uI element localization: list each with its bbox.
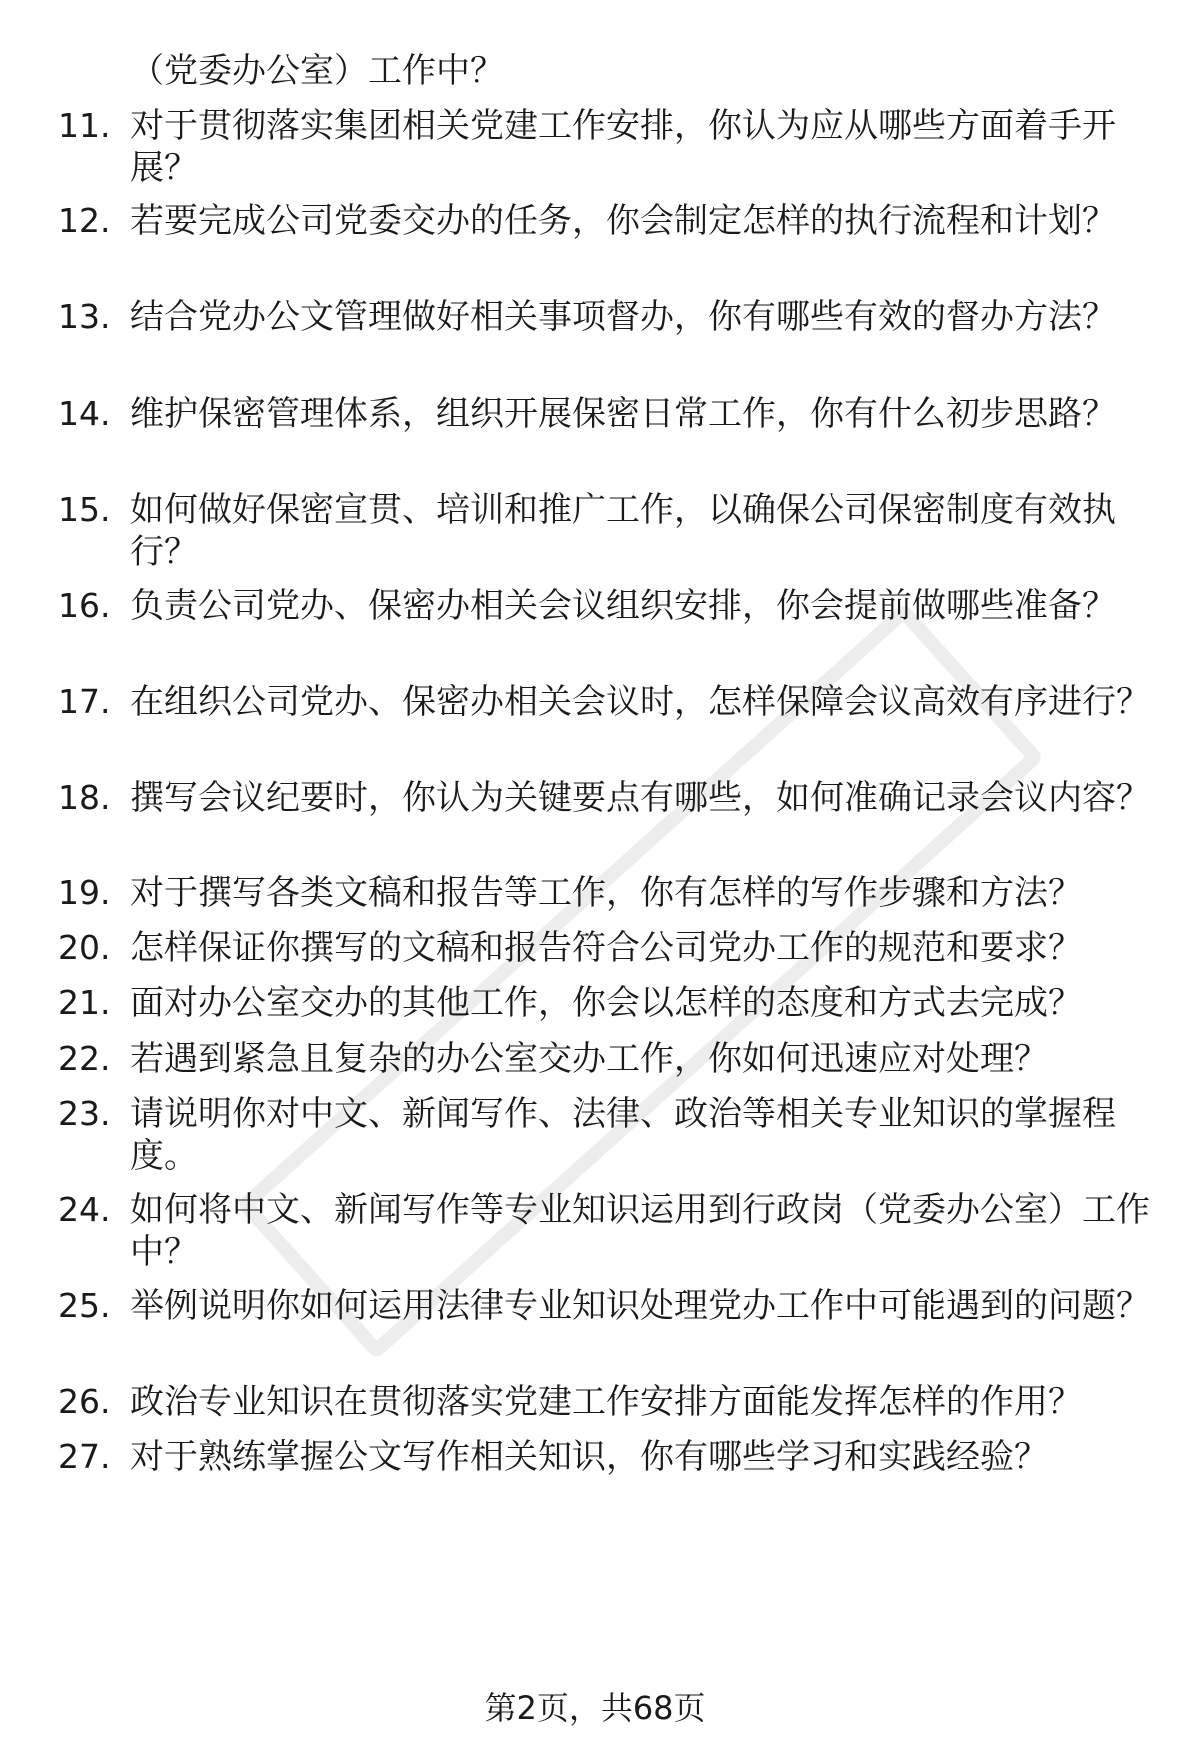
- question-number: 22.: [58, 1039, 111, 1078]
- question-number: 12.: [58, 201, 111, 240]
- question-text: 撰写会议纪要时，你认为关键要点有哪些，如何准确记录会议内容？: [130, 778, 1150, 818]
- question-number: 25.: [58, 1286, 111, 1325]
- question-number: 21.: [58, 983, 111, 1022]
- continuation-line: （党委办公室）工作中？: [130, 51, 504, 91]
- question-text: 请说明你对中文、新闻写作、法律、政治等相关专业知识的掌握程度。: [130, 1094, 1116, 1176]
- question-text: 结合党办公文管理做好相关事项督办，你有哪些有效的督办方法？: [130, 297, 1116, 337]
- question-number: 24.: [58, 1190, 111, 1229]
- question-number: 20.: [58, 928, 111, 967]
- question-number: 16.: [58, 586, 111, 625]
- question-text: 在组织公司党办、保密办相关会议时，怎样保障会议高效有序进行？: [130, 682, 1150, 722]
- question-text: 对于撰写各类文稿和报告等工作，你有怎样的写作步骤和方法？: [130, 873, 1082, 913]
- question-text: 政治专业知识在贯彻落实党建工作安排方面能发挥怎样的作用？: [130, 1382, 1082, 1422]
- question-number: 13.: [58, 297, 111, 336]
- question-number: 11.: [58, 106, 111, 145]
- question-text: 面对办公室交办的其他工作，你会以怎样的态度和方式去完成？: [130, 983, 1082, 1023]
- question-text: 如何做好保密宣贯、培训和推广工作，以确保公司保密制度有效执行？: [130, 490, 1116, 572]
- question-text: 负责公司党办、保密办相关会议组织安排，你会提前做哪些准备？: [130, 586, 1116, 626]
- question-text: 若遇到紧急且复杂的办公室交办工作，你如何迅速应对处理？: [130, 1039, 1048, 1079]
- question-number: 27.: [58, 1437, 111, 1476]
- page-number: 第2页，共68页: [484, 1689, 706, 1727]
- question-text: 怎样保证你撰写的文稿和报告符合公司党办工作的规范和要求？: [130, 928, 1082, 968]
- question-number: 14.: [58, 394, 111, 433]
- question-text: 若要完成公司党委交办的任务，你会制定怎样的执行流程和计划？: [130, 201, 1116, 241]
- question-number: 19.: [58, 873, 111, 912]
- question-text: 对于熟练掌握公文写作相关知识，你有哪些学习和实践经验？: [130, 1437, 1048, 1477]
- question-text: 如何将中文、新闻写作等专业知识运用到行政岗（党委办公室）工作中？: [130, 1190, 1150, 1272]
- question-number: 23.: [58, 1094, 111, 1133]
- question-text: 举例说明你如何运用法律专业知识处理党办工作中可能遇到的问题？: [130, 1286, 1150, 1326]
- question-number: 15.: [58, 490, 111, 529]
- question-text: 维护保密管理体系，组织开展保密日常工作，你有什么初步思路？: [130, 394, 1116, 434]
- question-text: 对于贯彻落实集团相关党建工作安排，你认为应从哪些方面着手开展？: [130, 106, 1116, 188]
- question-number: 17.: [58, 682, 111, 721]
- question-number: 18.: [58, 778, 111, 817]
- question-number: 26.: [58, 1382, 111, 1421]
